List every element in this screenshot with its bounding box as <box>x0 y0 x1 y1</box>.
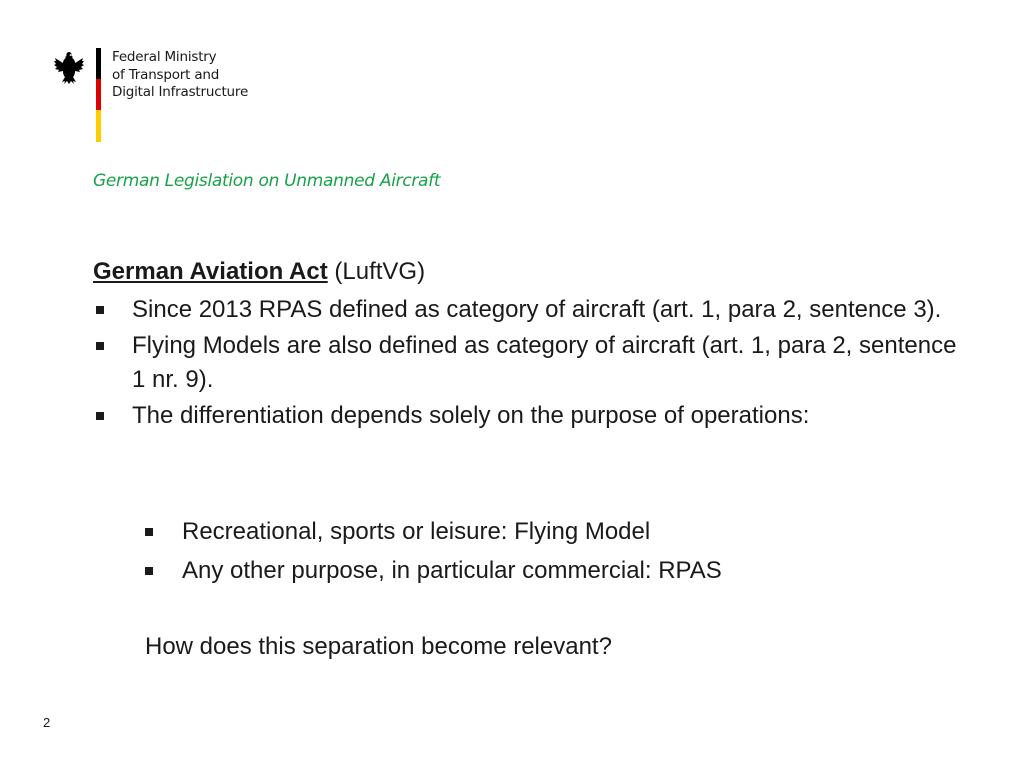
bullet-text: The differentiation depends solely on the purpose of operations: <box>132 402 810 429</box>
sub-bullet-text: Recreational, sports or leisure: Flying Model <box>182 518 651 545</box>
sub-bullet-item <box>145 514 722 550</box>
heading-abbreviation: (LuftVG) <box>327 258 426 285</box>
ministry-name-line: Digital Infrastructure <box>112 84 249 100</box>
square-bullet-icon <box>145 567 153 575</box>
square-bullet-icon <box>96 412 104 420</box>
ministry-name-line: of Transport and <box>112 66 220 83</box>
federal-eagle-icon <box>52 50 86 86</box>
slide-body <box>93 255 973 435</box>
sub-bullet-item <box>145 553 722 589</box>
square-bullet-icon <box>96 306 104 314</box>
section-heading <box>93 255 973 289</box>
sub-bullet-list <box>145 514 722 592</box>
ministry-name-line: Federal Ministry <box>112 49 217 65</box>
bullet-text: Since 2013 RPAS defined as category of aircraft (art. 1, para 2, sentence 3). <box>132 296 942 323</box>
bullet-list <box>93 293 973 433</box>
ministry-logo <box>52 48 312 144</box>
bullet-text: Flying Models are also defined as category of aircraft (art. 1, para 2, sentence 1 nr. 9). <box>132 332 957 393</box>
square-bullet-icon <box>96 342 104 350</box>
bullet-item <box>93 329 973 397</box>
bullet-item <box>93 399 973 433</box>
page-number: 2 <box>43 715 51 730</box>
bullet-item <box>93 293 973 327</box>
closing-question: How does this separation become relevant? <box>145 633 612 660</box>
flag-stripe <box>96 48 101 142</box>
ministry-name <box>112 49 248 102</box>
heading-act-name: German Aviation Act <box>93 258 328 285</box>
square-bullet-icon <box>145 528 153 536</box>
sub-bullet-text: Any other purpose, in particular commercial: RPAS <box>182 557 722 584</box>
slide-title: German Legislation on Unmanned Aircraft <box>93 171 441 191</box>
